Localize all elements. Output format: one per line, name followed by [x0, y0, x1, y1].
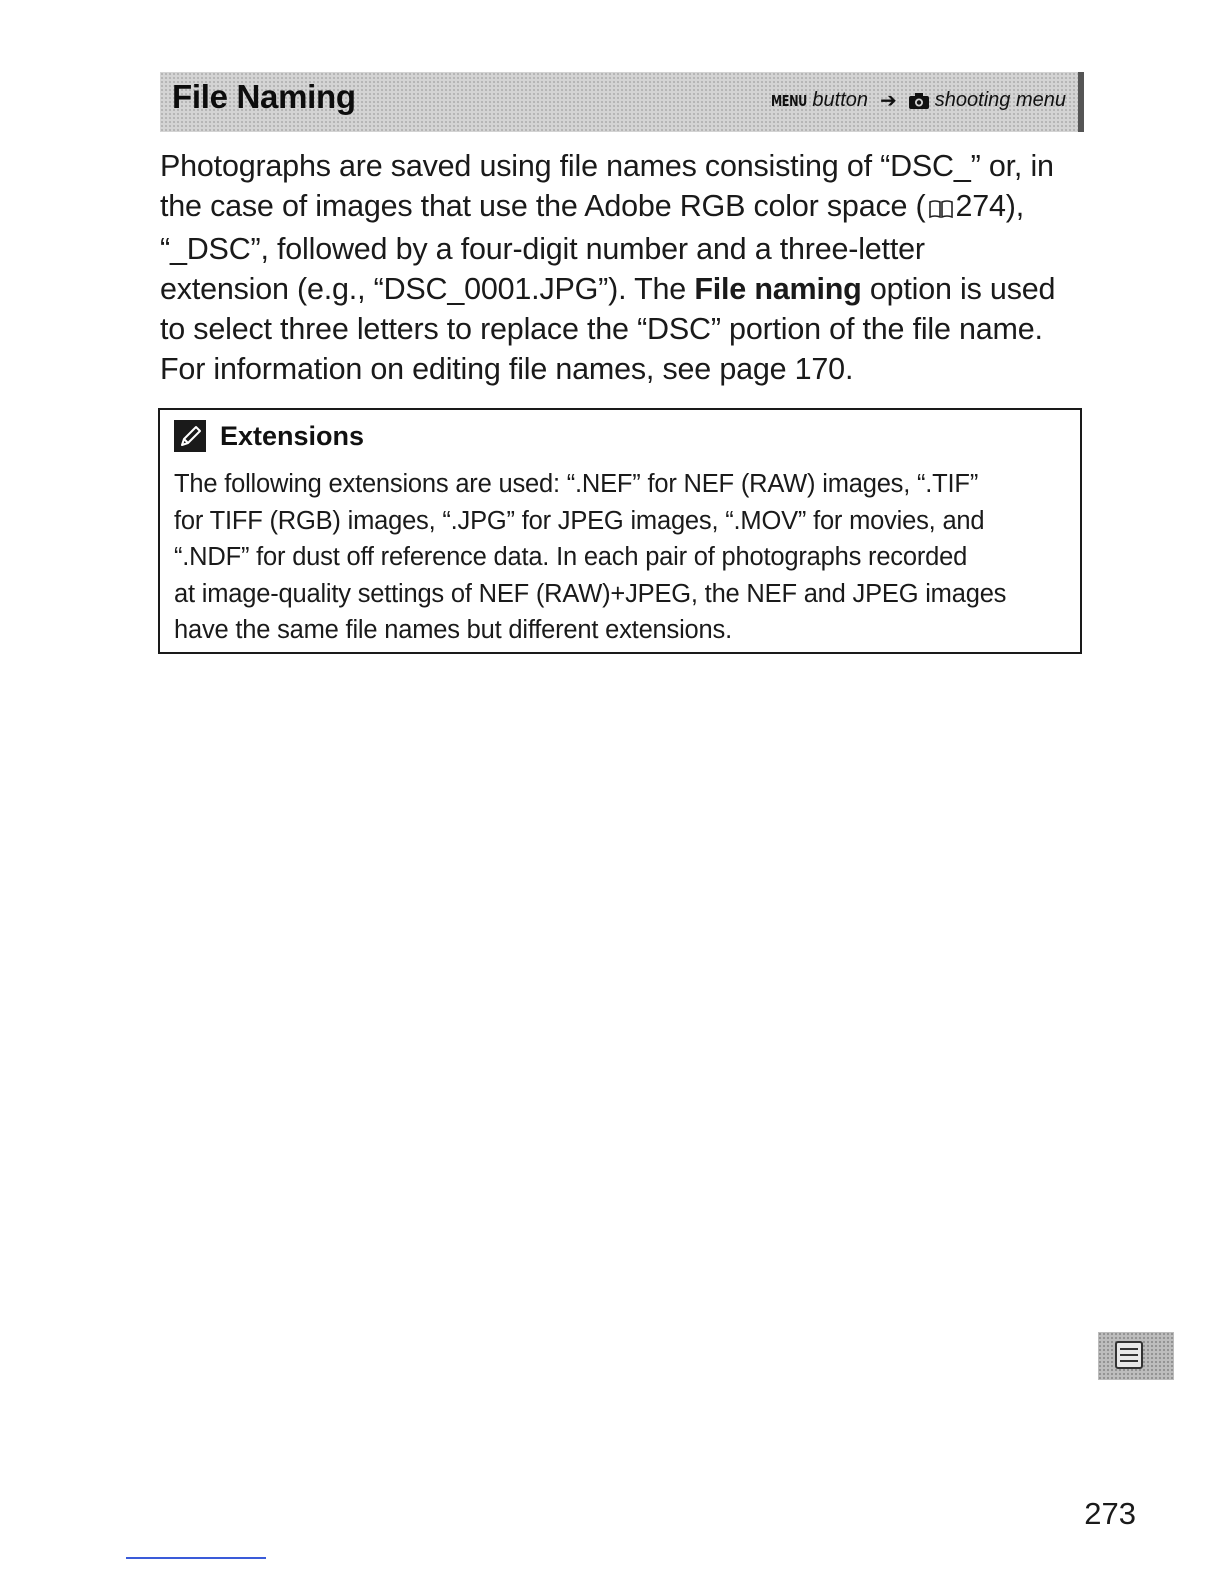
page-ref[interactable]: 274), [955, 189, 1025, 223]
note-line: for TIFF (RGB) images, “.JPG” for JPEG images, “.MOV” for movies, and [174, 506, 985, 535]
intro-paragraph [160, 146, 1084, 389]
book-icon [928, 189, 954, 229]
menu-button-label: button [812, 89, 869, 111]
intro-line: “_DSC”, followed by a four-digit number and a three-letter [160, 232, 925, 266]
note-line: The following extensions are used: “.NEF” for NEF (RAW) images, “.TIF” [174, 470, 979, 498]
intro-text: the case of images that use the Adobe RGB color space ( [160, 189, 926, 223]
note-title: Extensions [220, 420, 365, 451]
intro-line [160, 186, 1084, 229]
note-line: have the same file names but different extensions. [174, 616, 732, 644]
page-title: File Naming [172, 78, 356, 115]
menu-list-icon [1114, 1340, 1144, 1370]
section-banner [160, 72, 1084, 132]
intro-line [160, 269, 1084, 309]
note-box [158, 408, 1082, 654]
note-line: “.NDF” for dust off reference data. In each pair of photographs recorded [174, 543, 968, 571]
intro-line: For information on editing file names, see page 170. [160, 352, 854, 386]
note-line: at image-quality settings of NEF (RAW)+JPEG, the NEF and JPEG images [174, 579, 1007, 608]
intro-line: to select three letters to replace the “DSC” portion of the file name. [160, 312, 1043, 346]
intro-text: extension (e.g., “DSC_0001.JPG”). The [160, 272, 695, 306]
arrow-icon: ➔ [880, 90, 897, 112]
page-number: 273 [1084, 1496, 1136, 1531]
bottom-link-underline[interactable] [126, 1557, 266, 1559]
intro-text: option is used [861, 272, 1056, 306]
option-name: File naming [694, 272, 862, 306]
note-body [174, 466, 1074, 649]
note-header [174, 420, 364, 452]
chapter-tab[interactable] [1098, 1332, 1174, 1380]
camera-icon [909, 93, 929, 109]
shooting-menu-label: shooting menu [934, 89, 1066, 111]
pencil-note-icon [174, 420, 206, 452]
intro-line: Photographs are saved using file names consisting of “DSC_” or, in [160, 149, 1054, 183]
menu-path [759, 88, 1067, 113]
menu-key-label: MENU [770, 91, 807, 110]
